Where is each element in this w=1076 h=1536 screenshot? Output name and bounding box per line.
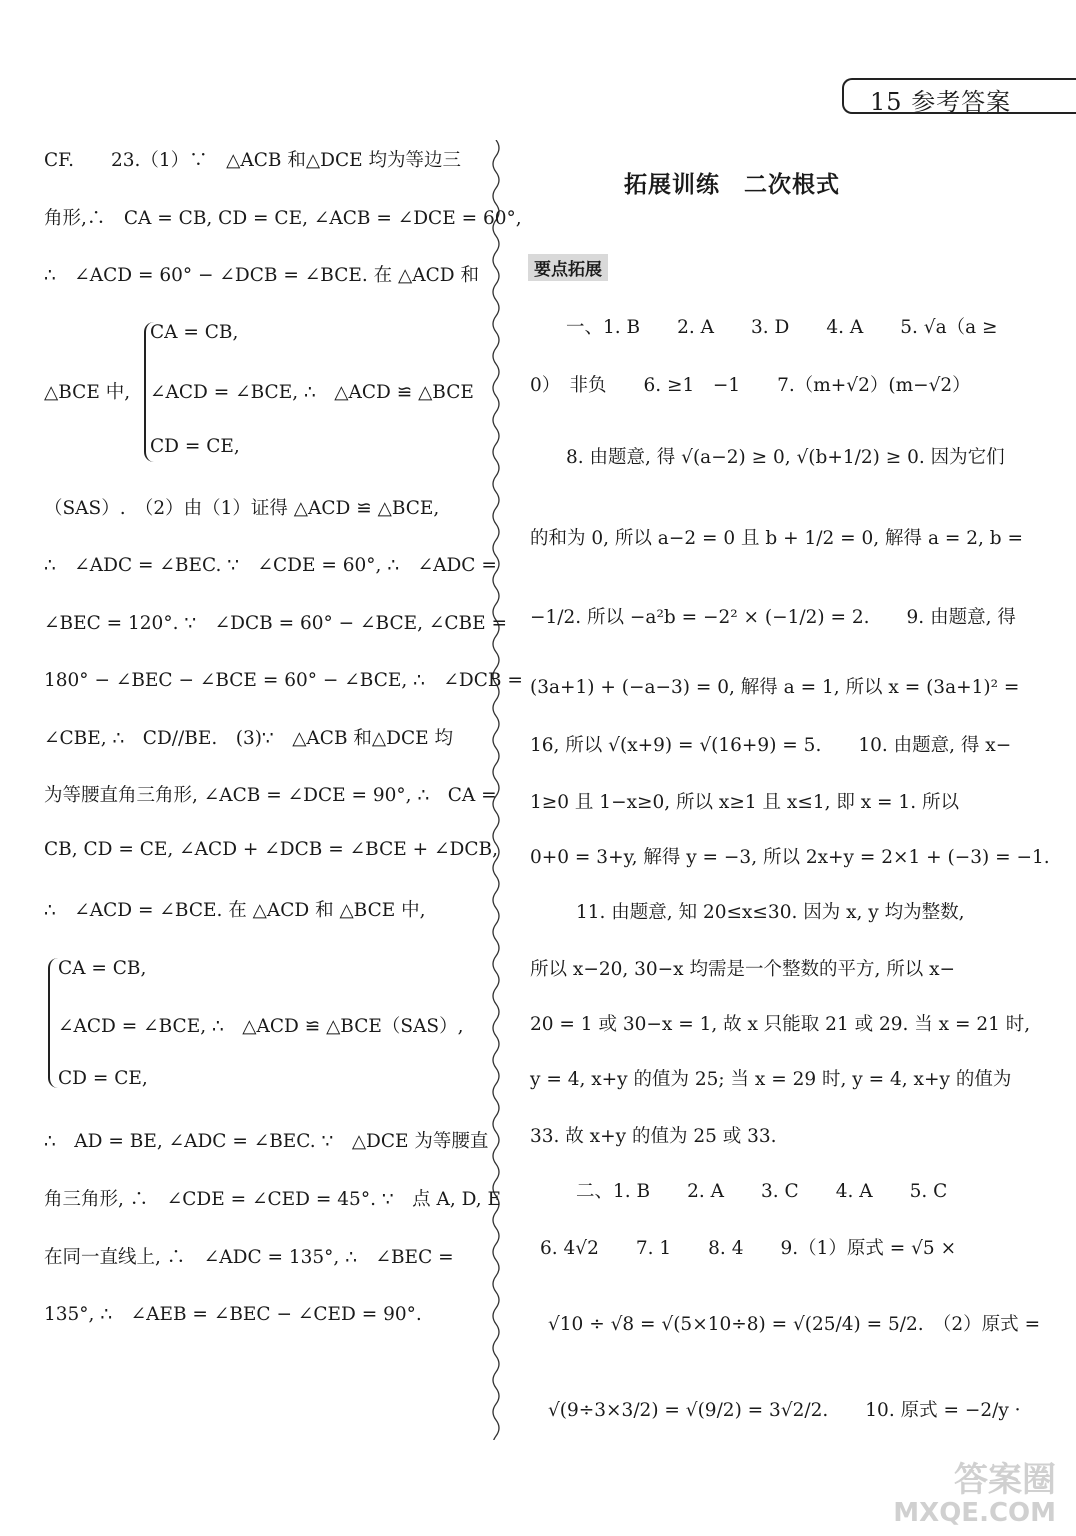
left-line: CF. 23.（1）∵ △ACB 和△DCE 均为等边三 [44,150,462,171]
right-line: 0） 非负 6. ≥1 −1 7.（m+√2）(m−√2） [530,375,971,396]
right-line: 1≥0 且 1−x≥0, 所以 x≥1 且 x≤1, 即 x = 1. 所以 [530,792,959,813]
left-line: CD = CE, [150,436,240,457]
right-line: 33. 故 x+y 的值为 25 或 33. [530,1126,777,1147]
right-line: 一、1. B 2. A 3. D 4. A 5. √a（a ≥ [566,317,998,338]
section-heading: 拓展训练 二次根式 [624,171,840,198]
left-line: ∠CBE, ∴ CD//BE. (3)∵ △ACB 和△DCE 均 [44,728,454,749]
header-label [870,82,1011,117]
left-line: （SAS）. （2）由（1）证得 △ACD ≌ △BCE, [44,498,440,519]
right-line: 16, 所以 √(x+9) = √(16+9) = 5. 10. 由题意, 得 x− [530,735,1012,756]
left-line: △BCE 中, [44,382,131,403]
left-line: 为等腰直角三角形, ∠ACB = ∠DCE = 90°, ∴ CA = [44,785,497,806]
right-line: y = 4, x+y 的值为 25; 当 x = 29 时, y = 4, x+y 的值为 [530,1069,1012,1090]
right-line: 11. 由题意, 知 20≤x≤30. 因为 x, y 均为整数, [576,902,965,923]
watermark-url: MXQE.COM [893,1498,1056,1529]
left-line: ∴ ∠ACD = ∠BCE. 在 △ACD 和 △BCE 中, [44,900,426,921]
watermark-logo: 答案圈 [954,1460,1056,1501]
right-line: 二、1. B 2. A 3. C 4. A 5. C [576,1181,948,1202]
right-line: 0+0 = 3+y, 解得 y = −3, 所以 2x+y = 2×1 + (−3) = −1. [530,847,1050,868]
left-line: ∴ AD = BE, ∠ADC = ∠BEC. ∵ △DCE 为等腰直 [44,1131,489,1152]
right-line: 所以 x−20, 30−x 均需是一个整数的平方, 所以 x− [530,959,956,980]
right-line: √10 ÷ √8 = √(5×10÷8) = √(25/4) = 5/2. （2）原式 = [548,1314,1041,1335]
left-line: 角三角形, ∴ ∠CDE = ∠CED = 45°. ∵ 点 A, D, E [44,1189,502,1210]
left-line: CB, CD = CE, ∠ACD + ∠DCB = ∠BCE + ∠DCB, [44,839,498,860]
right-line: 的和为 0, 所以 a−2 = 0 且 b + 1/2 = 0, 解得 a = 2, b = [530,528,1023,549]
left-line: 180° − ∠BEC − ∠BCE = 60° − ∠BCE, ∴ ∠DCB = [44,670,523,691]
subsection-tag: 要点拓展 [528,254,608,281]
left-line: ∠BEC = 120°. ∵ ∠DCB = 60° − ∠BCE, ∠CBE = [44,613,508,634]
section-title: 参考答案 [911,88,1012,116]
left-line: 在同一直线上, ∴ ∠ADC = 135°, ∴ ∠BEC = [44,1247,454,1268]
watermark [893,1462,1056,1528]
left-line: CA = CB, [150,322,239,343]
left-line: CD = CE, [58,1068,148,1089]
right-line: 20 = 1 或 30−x = 1, 故 x 只能取 21 或 29. 当 x = 21 时, [530,1014,1031,1035]
right-line: 6. 4√2 7. 1 8. 4 9.（1）原式 = √5 × [540,1238,957,1259]
left-line: ∠ACD = ∠BCE, ∴ △ACD ≌ △BCE（SAS）, [58,1016,464,1037]
left-line: CA = CB, [58,958,147,979]
right-line: √(9÷3×3/2) = √(9/2) = 3√2/2. 10. 原式 = −2/y · [548,1400,1021,1421]
left-line: ∴ ∠ACD = 60° − ∠DCB = ∠BCE. 在 △ACD 和 [44,265,479,286]
left-line: ∴ ∠ADC = ∠BEC. ∵ ∠CDE = 60°, ∴ ∠ADC = [44,555,497,576]
left-line: 角形,∴ CA = CB, CD = CE, ∠ACB = ∠DCE = 60°, [44,208,522,229]
right-line: (3a+1) + (−a−3) = 0, 解得 a = 1, 所以 x = (3a+1)² = [530,677,1020,698]
left-line: 135°, ∴ ∠AEB = ∠BEC − ∠CED = 90°. [44,1304,422,1325]
right-line: −1/2. 所以 −a²b = −2² × (−1/2) = 2. 9. 由题意, 得 [530,607,1016,628]
page-number: 15 [870,88,903,116]
right-line: 8. 由题意, 得 √(a−2) ≥ 0, √(b+1/2) ≥ 0. 因为它们 [566,447,1005,468]
left-line: ∠ACD = ∠BCE, ∴ △ACD ≌ △BCE [150,382,474,403]
